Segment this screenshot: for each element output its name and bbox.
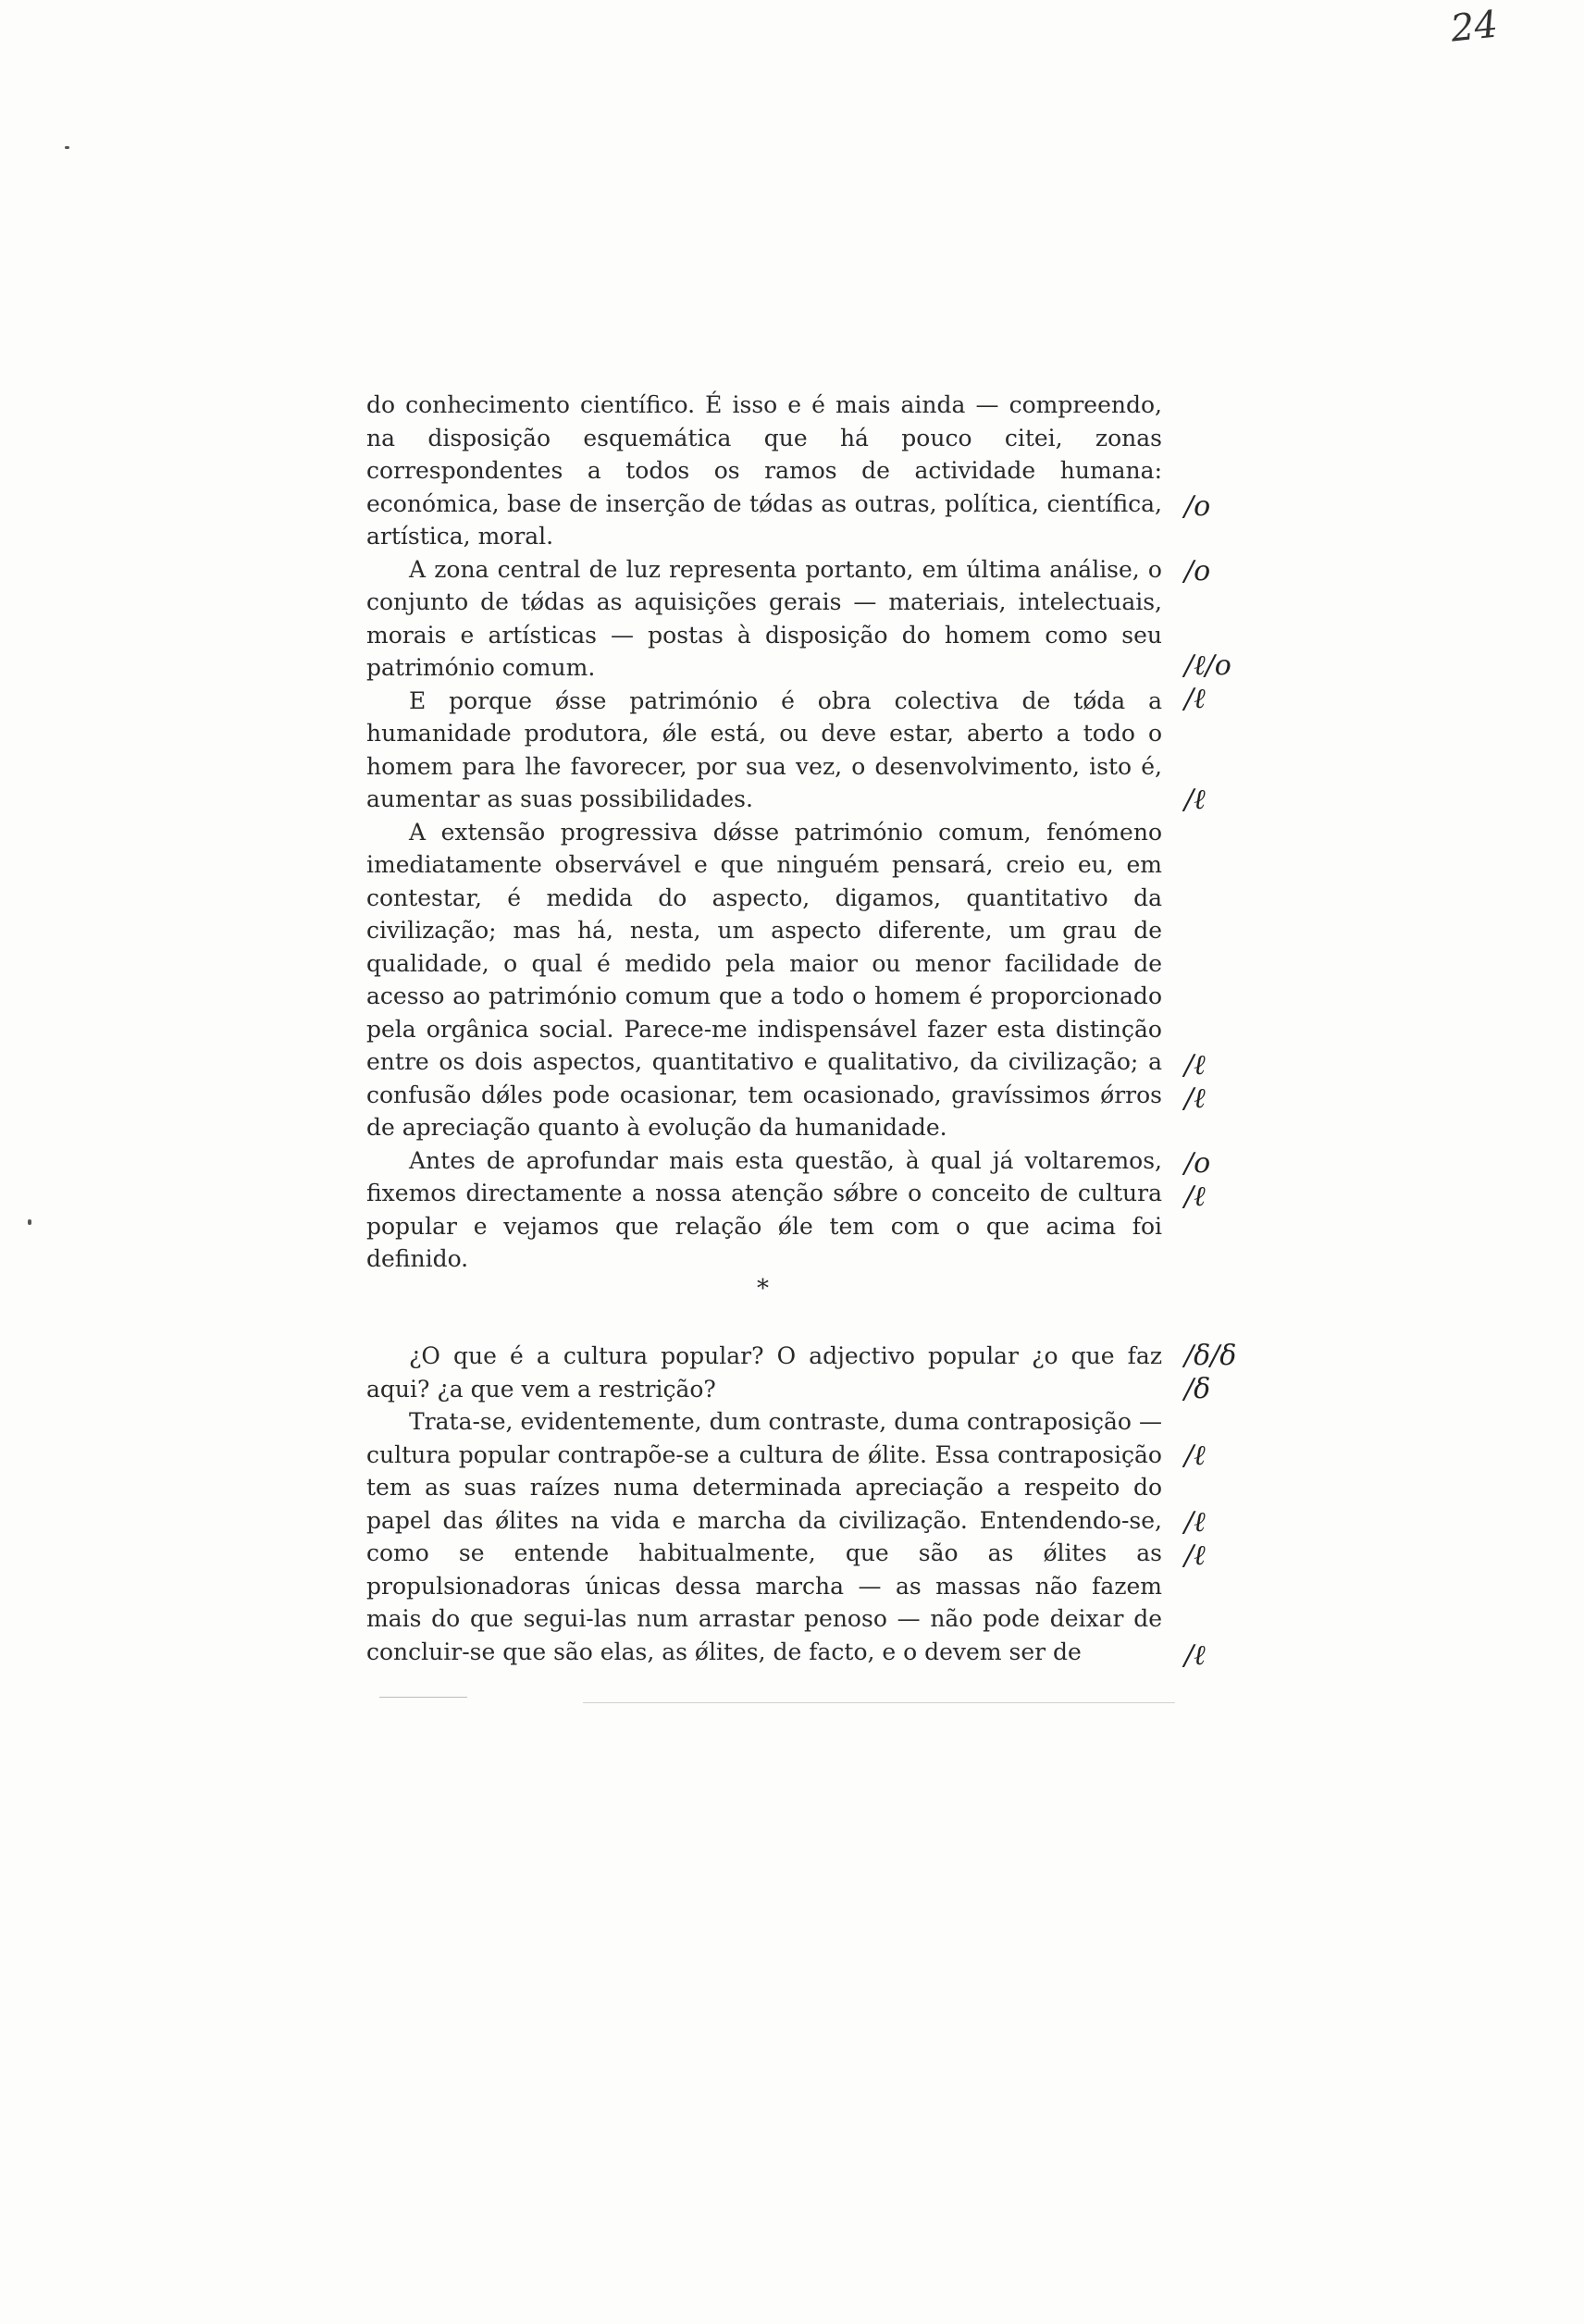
paper-speck: [28, 1219, 31, 1225]
text-section-2: [366, 1340, 1162, 1668]
margin-mark: /ℓ: [1184, 1049, 1206, 1082]
margin-mark: /ℓ: [1184, 1539, 1206, 1572]
margin-mark: /δ: [1184, 1373, 1211, 1405]
paper-speck: [65, 146, 69, 149]
margin-mark: /ℓ: [1184, 1440, 1206, 1472]
margin-mark: /o: [1184, 490, 1211, 523]
margin-mark: /ℓ/o: [1184, 649, 1231, 682]
margin-mark: /o: [1184, 555, 1211, 587]
faint-line: [583, 1702, 1175, 1703]
paragraph: do conhecimento científico. É isso e é mais ainda — compreendo, na disposição esquemática que há pouco citei, zonas correspondentes a todos os ramos de actividade humana: económica, base de inserção de tǿdas as outras, política, científica, artística, moral.: [366, 391, 1162, 550]
margin-mark: /δ/δ: [1184, 1340, 1237, 1372]
margin-mark: /ℓ: [1184, 1506, 1206, 1539]
paragraph: E porque ǿsse património é obra colectiva de tǿda a humanidade produtora, ǿle está, ou deve estar, aberto a todo o homem para lhe favorecer, por sua vez, o desenvolvimento, isto é, aumentar as suas possibilidades.: [366, 686, 1162, 812]
section-separator: *: [757, 1275, 769, 1303]
faint-line: [379, 1697, 467, 1698]
paragraph: A zona central de luz representa portanto, em última análise, o conjunto de tǿdas as aquisições gerais — materiais, intelectuais, morais e artísticas — postas à disposição do homem como seu património comum.: [366, 555, 1162, 681]
paragraph: A extensão progressiva dǿsse património comum, fenómeno imediatamente observável e que ninguém pensará, creio eu, em contestar, é medida do aspecto, digamos, quantitativo da civilização; mas há, nesta, um aspecto diferente, um grau de qualidade, o qual é medido pela maior ou menor facilidade de acesso ao património comum que a todo o homem é proporcionado pela orgânica social. Parece-me indispensável fazer esta distinção entre os dois aspectos, quantitativo e qualitativo, da civilização; a confusão dǿles pode ocasionar, tem ocasionado, gravíssimos ǿrros de apreciação quanto à evolução da humanidade.: [366, 818, 1162, 1141]
paragraph: Antes de aprofundar mais esta questão, à qual já voltaremos, fixemos directamente a nossa atenção sǿbre o conceito de cultura popular e vejamos que relação ǿle tem com o que acima foi definido.: [366, 1146, 1162, 1272]
handwritten-page-number: 24: [1448, 3, 1501, 51]
margin-mark: /ℓ: [1184, 1181, 1206, 1213]
margin-mark: /ℓ: [1184, 1082, 1206, 1115]
margin-mark: /o: [1184, 1147, 1211, 1180]
margin-mark: /ℓ: [1184, 683, 1206, 715]
margin-mark: /ℓ: [1184, 784, 1206, 816]
text-section-1: [366, 389, 1162, 1276]
paragraph: Trata-se, evidentemente, dum contraste, duma contraposição — cultura popular contrapõe-se a cultura de ǿlite. Essa contraposição tem as suas raízes numa determinada apreciação a respeito do papel das ǿlites na vida e marcha da civilização. Entendendo-se, como se entende habitualmente, que são as ǿlites as propulsionadoras únicas dessa marcha — as massas não fazem mais do que segui-las num arrastar penoso — não pode deixar de concluir-se que são elas, as ǿlites, de facto, e o devem ser de: [366, 1408, 1162, 1665]
paragraph: ¿O que é a cultura popular? O adjectivo popular ¿o que faz aqui? ¿a que vem a restrição?: [366, 1342, 1162, 1403]
margin-mark: /ℓ: [1184, 1639, 1206, 1672]
